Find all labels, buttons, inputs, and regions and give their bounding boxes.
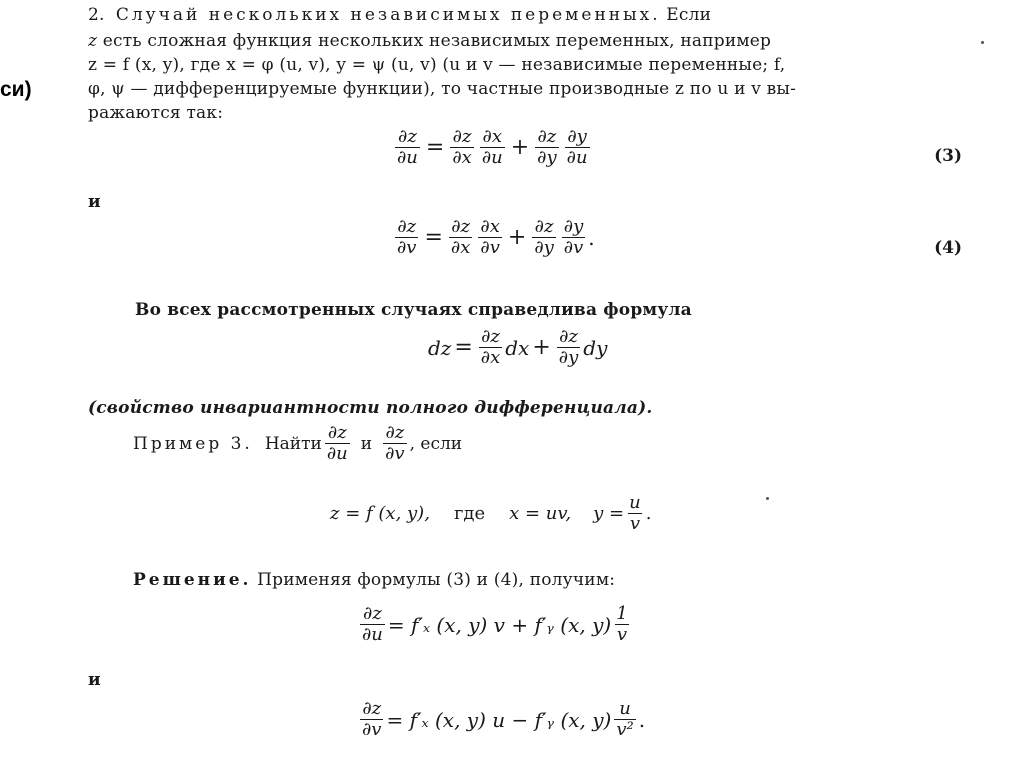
period: . <box>645 503 652 525</box>
fraction <box>479 328 502 368</box>
where-text: где <box>453 503 486 525</box>
example-label: Пример 3. <box>133 433 253 454</box>
solution-label: Решение. <box>133 570 252 590</box>
equals-sign: = <box>424 225 443 251</box>
numerator: ∂y <box>563 216 584 237</box>
find-text: Найти <box>264 433 322 454</box>
equals-sign: = <box>454 335 473 361</box>
dy: dy <box>583 335 608 360</box>
result-formula-2 <box>357 700 645 740</box>
fraction <box>478 218 501 258</box>
total-differential-formula <box>428 328 607 368</box>
fraction <box>614 700 635 740</box>
invariance-note: (свойство инвариантности полного дифференциала). <box>88 398 653 418</box>
slide-title-fragment: си) <box>0 78 32 101</box>
fraction <box>325 424 350 464</box>
line1-end: Если <box>660 5 712 25</box>
denominator: ∂v <box>362 718 382 740</box>
fraction <box>360 605 385 645</box>
fraction <box>449 218 472 258</box>
denominator: v <box>629 512 640 534</box>
given-definitions <box>330 494 651 534</box>
fraction <box>395 218 418 258</box>
formula-4 <box>392 218 595 258</box>
denominator: ∂v <box>480 236 500 258</box>
equation-number-3: (3) <box>934 146 962 166</box>
section-heading: . Случай нескольких независимых переменных. <box>99 5 661 25</box>
fraction <box>395 128 420 168</box>
numerator: ∂x <box>480 216 500 237</box>
denominator: ∂u <box>566 146 588 168</box>
denominator: ∂u <box>481 146 503 168</box>
denominator: ∂y <box>537 146 557 168</box>
all-cases-text: Во всех рассмотренных случаях справедлива формула <box>135 300 692 320</box>
numerator: ∂z <box>534 216 554 237</box>
paragraph-line-1 <box>88 5 966 25</box>
numerator: ∂z <box>481 326 500 347</box>
denominator: ∂y <box>558 346 579 368</box>
denominator: v <box>616 623 627 645</box>
denominator: ∂u <box>326 442 348 464</box>
denominator: ∂u <box>362 623 383 645</box>
denominator: ∂v <box>563 236 584 258</box>
numerator: 1 <box>616 603 628 624</box>
period: . <box>588 225 595 250</box>
fraction <box>532 218 555 258</box>
x-definition: x = uv, <box>509 503 572 525</box>
denominator: ∂x <box>480 346 501 368</box>
fraction <box>614 605 629 645</box>
var-z: z <box>88 31 98 51</box>
scan-speck <box>981 41 984 44</box>
denominator: ∂y <box>534 236 554 258</box>
solution-text: Применяя формулы (3) и (4), получим: <box>257 570 616 590</box>
denominator: ∂v <box>385 442 405 464</box>
and-text: и <box>360 433 373 454</box>
solution-line <box>133 570 1011 590</box>
result-formula-1 <box>357 605 633 645</box>
numerator: u <box>629 492 641 513</box>
denominator: ∂x <box>450 236 471 258</box>
dx: dx <box>505 335 530 360</box>
denominator: ∂v <box>397 236 417 258</box>
numerator: ∂z <box>362 698 382 719</box>
denominator: ∂x <box>452 146 472 168</box>
numerator: ∂z <box>451 216 471 237</box>
fraction <box>562 218 585 258</box>
line2-text: есть сложная функция нескольких независимых переменных, например <box>97 31 772 51</box>
denominator: ∂u <box>397 146 418 168</box>
numerator: ∂z <box>537 126 557 147</box>
formula-3 <box>392 128 593 168</box>
plus-sign: + <box>532 335 551 361</box>
period: . <box>638 707 646 732</box>
numerator: ∂z <box>398 126 417 147</box>
numerator: ∂z <box>452 126 472 147</box>
fraction <box>565 128 590 168</box>
numerator: ∂z <box>327 422 347 443</box>
plus-sign: + <box>510 135 530 161</box>
denominator: v² <box>616 718 634 740</box>
z-definition: z = f (x, y), <box>330 503 430 525</box>
fraction <box>627 494 643 534</box>
numerator: ∂z <box>385 422 405 443</box>
equation-number-4: (4) <box>934 238 962 258</box>
plus-sign: + <box>507 225 527 251</box>
paragraph-line-5: ражаются так: <box>88 103 224 123</box>
numerator: ∂y <box>567 126 587 147</box>
conjunction-and-2: и <box>88 670 101 690</box>
conjunction-and: и <box>88 192 101 212</box>
if-text: , если <box>409 433 463 454</box>
y-definition: y = <box>593 503 625 525</box>
section-number: 2 <box>88 5 100 25</box>
scan-speck <box>766 497 769 500</box>
fraction <box>480 128 505 168</box>
paragraph-line-2 <box>88 31 966 51</box>
fraction <box>557 328 580 368</box>
numerator: ∂z <box>559 326 578 347</box>
fraction <box>535 128 558 168</box>
numerator: ∂x <box>482 126 502 147</box>
fraction <box>360 700 383 740</box>
numerator: ∂z <box>397 216 417 237</box>
fraction <box>450 128 473 168</box>
paragraph-line-4: φ, ψ — дифференцируемые функции), то частные производные z по u и v вы- <box>88 79 797 99</box>
numerator: u <box>619 698 631 719</box>
example-3 <box>133 424 462 464</box>
dz: dz <box>428 335 452 360</box>
fraction <box>383 424 406 464</box>
equals-sign: = <box>425 135 445 161</box>
rhs: = f′ₓ (x, y) u − f′ᵧ (x, y) <box>386 707 612 732</box>
rhs: = f′ₓ (x, y) v + f′ᵧ (x, y) <box>387 612 612 637</box>
paragraph-line-3: z = f (x, y), где x = φ (u, v), y = ψ (u, v) (u и v — независимые переменные; f, <box>88 55 786 75</box>
numerator: ∂z <box>363 603 382 624</box>
